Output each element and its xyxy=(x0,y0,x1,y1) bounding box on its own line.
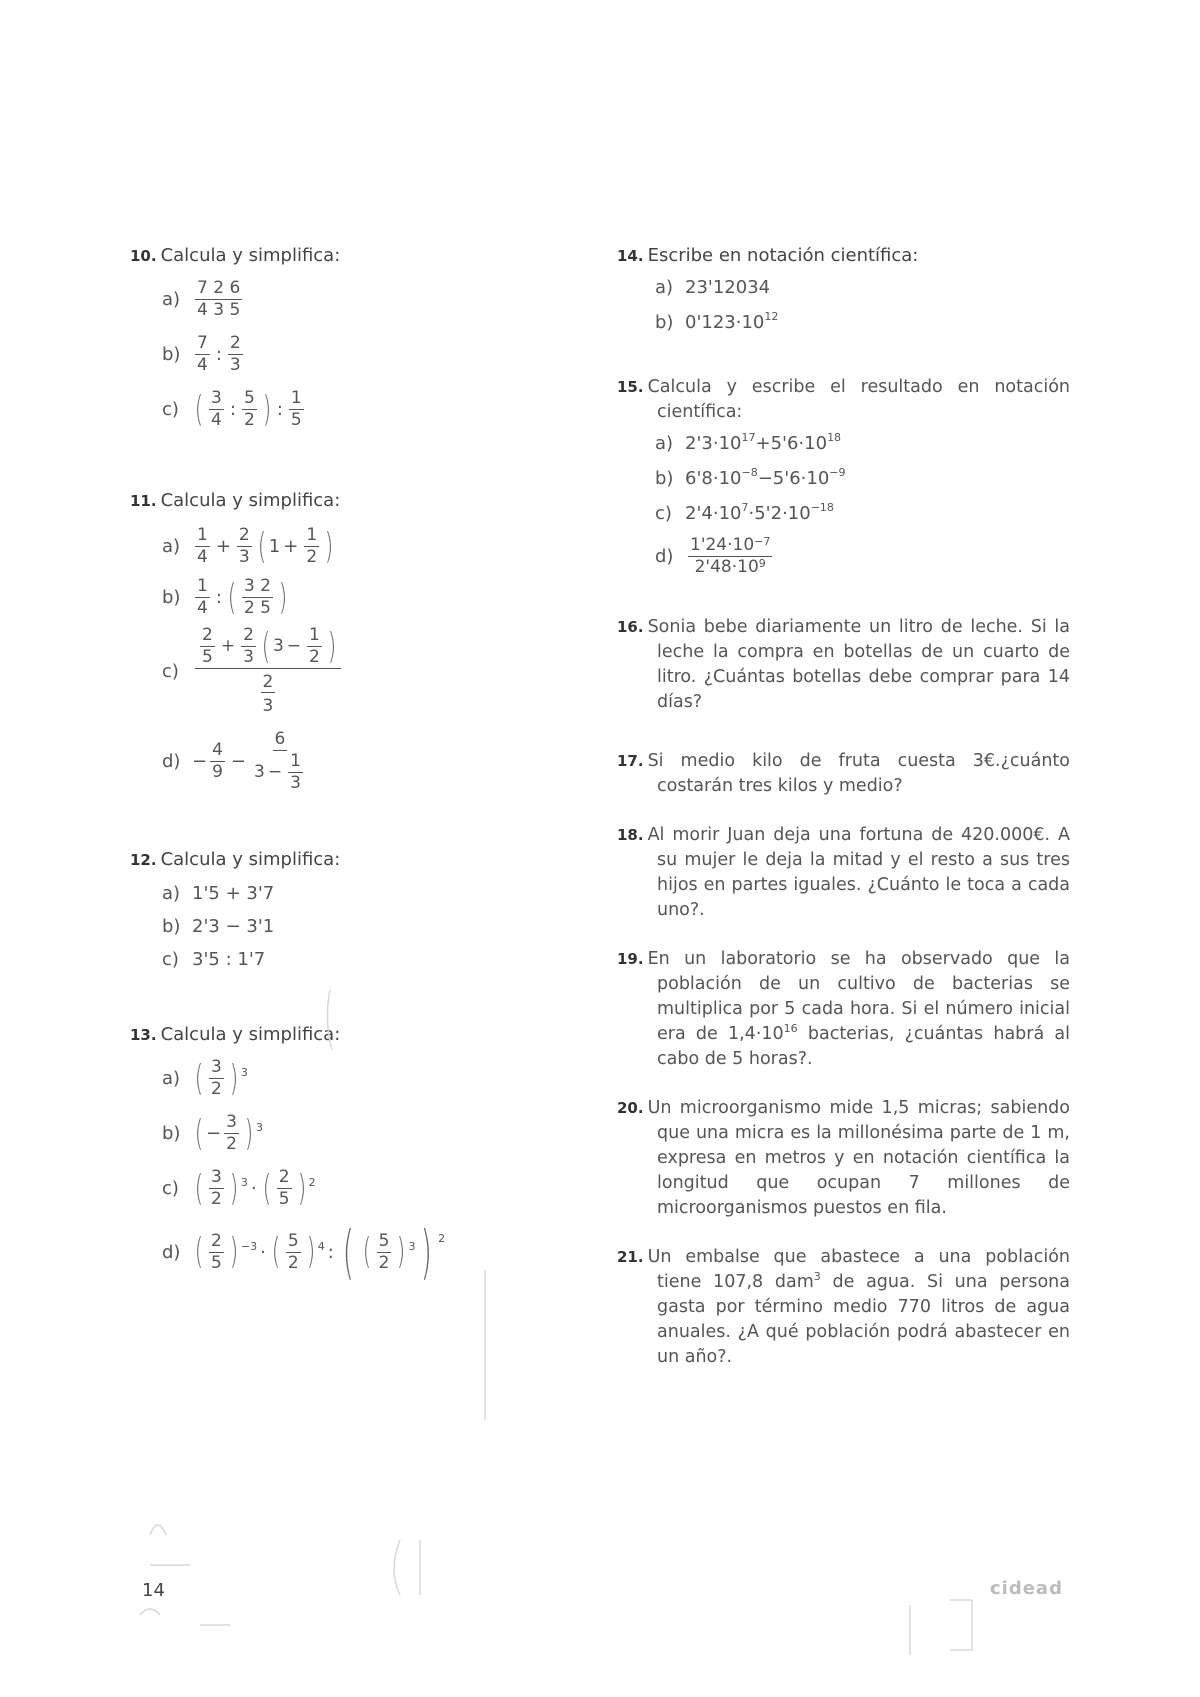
operator: − xyxy=(286,636,302,656)
denominator: 4 xyxy=(197,598,208,618)
right-paren: ) xyxy=(262,388,272,430)
left-paren: ( xyxy=(194,1167,204,1209)
exercise-statement: Un microorganismo mide 1,5 micras; sabiendo que una micra es la millonésima parte de 1 m, expresa en metros y en notación científica la longitud que ocupan 7 millones de microorganismos puestos en fila. xyxy=(647,1098,1070,1218)
item-label: a) xyxy=(655,277,674,298)
expression: 23'12034 xyxy=(685,277,771,298)
exercise-number: 19. xyxy=(617,950,644,968)
exponent: 3 xyxy=(408,1239,416,1253)
exercise-statement: de agua. Si una persona gasta por término medio 770 litros de agua anuales. ¿A qué población podrá abastecer en un año?. xyxy=(657,1272,1070,1367)
denominator: 2 xyxy=(211,1079,222,1099)
denominator: 3 xyxy=(290,773,301,793)
right-paren: ) xyxy=(229,1231,239,1272)
left-paren: ( xyxy=(194,388,204,430)
scribble xyxy=(327,990,332,1050)
page-number: 14 xyxy=(142,1580,165,1601)
operator: + xyxy=(755,433,771,454)
denominator: 5 xyxy=(278,1189,290,1209)
numerator: 5 xyxy=(287,1230,299,1251)
left-paren: ( xyxy=(362,1231,371,1272)
item-label: c) xyxy=(162,949,179,970)
exponent: −8 xyxy=(741,466,758,479)
exponent: 4 xyxy=(317,1239,325,1253)
item-label: c) xyxy=(162,399,179,420)
term: 6'8·10 xyxy=(685,468,742,489)
left-big-paren: ( xyxy=(342,1218,354,1286)
left-paren: ( xyxy=(261,625,271,667)
denominator: 5 xyxy=(211,1252,222,1273)
right-paren: ) xyxy=(327,625,337,667)
expression: 2'3 − 3'1 xyxy=(192,916,275,937)
numerator: 3 xyxy=(211,1167,222,1187)
exercise-statement: En un laboratorio se ha observado que la población de un cultivo de bacterias se multiplica por 5 cada hora. Si el número inicial era de 1,4·10 xyxy=(647,949,1070,1044)
exponent: 3 xyxy=(240,1176,248,1189)
exercise-number: 18. xyxy=(617,826,644,844)
exercise-number: 21. xyxy=(617,1248,644,1266)
scribble xyxy=(150,1525,190,1565)
exercise-number: 15. xyxy=(617,378,644,396)
denominator: 3 xyxy=(238,547,250,567)
left-paren: ( xyxy=(227,576,237,618)
right-paren: ) xyxy=(229,1167,239,1209)
exercise-statement: Si medio kilo de fruta cuesta 3€.¿cuánto costarán tres kilos y medio? xyxy=(647,751,1070,796)
exponent: 2 xyxy=(308,1176,316,1189)
left-paren: ( xyxy=(271,1231,281,1272)
scribble xyxy=(140,1609,230,1625)
numerator: 1 xyxy=(290,388,302,408)
brand-logo: cidead xyxy=(990,1578,1063,1599)
denominator: 2 xyxy=(309,647,320,667)
right-paren: ) xyxy=(306,1231,315,1272)
right-big-paren: ) xyxy=(421,1218,433,1286)
exercise-number: 20. xyxy=(617,1099,644,1117)
exercise-number: 13. xyxy=(130,1026,157,1044)
denominator: 5 xyxy=(202,647,213,667)
exercise-title: Calcula y simplifica: xyxy=(160,245,341,266)
operator: : xyxy=(215,587,222,608)
item-label: a) xyxy=(655,433,674,454)
item-label: b) xyxy=(162,587,181,608)
exercise-statement: Al morir Juan deja una fortuna de 420.000€. A su mujer le deja la mitad y el resto a sus tres hijos en partes iguales. ¿Cuánto le toca a cada uno?. xyxy=(647,825,1070,920)
exercise-title: Calcula y simplifica: xyxy=(160,1024,341,1045)
operator: · xyxy=(748,503,755,524)
exercise-number: 10. xyxy=(130,247,157,265)
numerator: 2 xyxy=(238,525,250,545)
denominator: 4 3 5 xyxy=(197,300,241,320)
item-label: d) xyxy=(162,1241,181,1263)
exponent: −9 xyxy=(829,466,846,479)
denominator: 9 xyxy=(212,762,223,782)
numerator: 2 xyxy=(202,625,213,645)
item-label: a) xyxy=(162,536,181,557)
item-label: d) xyxy=(162,751,181,772)
item-label: c) xyxy=(655,503,672,524)
numerator: 5 xyxy=(243,388,255,408)
left-paren: ( xyxy=(194,1231,204,1272)
exercise-title: Calcula y escribe el resultado en notación científica: xyxy=(647,377,1070,422)
numerator: 7 2 6 xyxy=(197,278,241,298)
exponent: 3 xyxy=(813,1270,821,1283)
denominator: 4 xyxy=(197,355,208,375)
item-label: c) xyxy=(162,1178,179,1199)
left-paren: ( xyxy=(262,1167,271,1209)
exponent: −7 xyxy=(754,535,771,548)
exponent: 17 xyxy=(741,431,756,444)
term: 3 xyxy=(254,762,265,782)
numerator: 2 xyxy=(229,333,241,353)
exercise-number: 11. xyxy=(130,492,157,510)
item-label: c) xyxy=(162,660,179,682)
numerator: 5 xyxy=(378,1230,390,1251)
operator: : xyxy=(276,399,283,420)
operator: : xyxy=(327,1241,334,1263)
right-paren: ) xyxy=(397,1231,406,1272)
exercise-number: 12. xyxy=(130,851,157,869)
item-label: b) xyxy=(655,468,674,489)
item-label: b) xyxy=(162,916,181,937)
exponent: −3 xyxy=(240,1239,258,1253)
right-paren: ) xyxy=(297,1167,306,1209)
numerator: 2 xyxy=(278,1167,290,1187)
expression: 1'5 + 3'7 xyxy=(192,883,275,904)
term: 5'6·10 xyxy=(772,468,830,489)
exponent: 3 xyxy=(240,1066,248,1079)
item-label: b) xyxy=(655,312,674,333)
numerator: 1 xyxy=(290,751,301,771)
numerator: 1 xyxy=(309,625,320,645)
term: 1 xyxy=(268,536,281,557)
exponent: 3 xyxy=(256,1121,264,1134)
numerator: 1 xyxy=(197,525,208,545)
right-paren: ) xyxy=(278,576,288,618)
denominator: 2 xyxy=(378,1252,390,1273)
term: 5'2·10 xyxy=(754,503,811,524)
expression: 3'5 : 1'7 xyxy=(192,949,266,970)
numerator: 3 xyxy=(211,1057,222,1077)
term: 5'6·10 xyxy=(770,433,828,454)
denominator-part: 2 xyxy=(262,672,274,692)
exponent: 7 xyxy=(741,501,749,514)
exponent: 18 xyxy=(827,431,842,444)
item-label: d) xyxy=(655,546,674,567)
term: 1'24·10 xyxy=(690,535,755,555)
exercise-title: Calcula y simplifica: xyxy=(160,490,341,511)
exponent: 2 xyxy=(438,1231,446,1245)
exercise-statement: Un embalse que abastece a una población tiene 107,8 dam xyxy=(647,1247,1070,1292)
numerator: 1 xyxy=(306,525,318,545)
denominator: 3 xyxy=(243,647,254,667)
denominator: 4 xyxy=(197,547,208,567)
denominator-part: 3 xyxy=(262,696,274,716)
denominator: 4 xyxy=(211,410,222,430)
operator: : xyxy=(215,344,222,365)
denominator: 2 xyxy=(306,547,318,567)
item-label: a) xyxy=(162,1068,181,1089)
right-paren: ) xyxy=(244,1112,254,1154)
term: 2'4·10 xyxy=(685,503,742,524)
exercise-statement: Sonia bebe diariamente un litro de leche. Si la leche la compra en botellas de un cuarto de litro. ¿Cuántas botellas debe comprar para 14 días? xyxy=(647,617,1070,712)
item-label: a) xyxy=(162,883,181,904)
operator: + xyxy=(283,536,299,557)
pencil-scribbles xyxy=(140,990,972,1655)
numerator: 6 xyxy=(274,729,286,749)
right-paren: ) xyxy=(229,1057,239,1099)
operator: + xyxy=(215,536,231,557)
denominator: 2 xyxy=(211,1189,222,1209)
denominator: 2 5 xyxy=(243,598,271,618)
operator: − xyxy=(206,1123,222,1144)
term: 2'48·10 xyxy=(694,557,759,577)
exercise-number: 16. xyxy=(617,618,644,636)
numerator: 4 xyxy=(212,740,223,760)
numerator: 3 xyxy=(211,388,222,408)
exponent: 9 xyxy=(758,557,766,570)
denominator: 2 xyxy=(226,1134,237,1154)
item-label: b) xyxy=(162,344,181,365)
operator: · xyxy=(250,1178,257,1199)
term: 3 xyxy=(272,636,284,656)
operator: − xyxy=(192,751,208,772)
item-label: b) xyxy=(162,1123,181,1144)
numerator: 3 xyxy=(226,1112,237,1132)
exercise-title: Escribe en notación científica: xyxy=(647,245,919,266)
numerator: 3 2 xyxy=(243,576,271,596)
exercise-number: 17. xyxy=(617,752,644,770)
operator: − xyxy=(757,468,773,489)
denominator: 2 xyxy=(243,410,255,430)
operator: · xyxy=(260,1241,266,1263)
left-paren: ( xyxy=(194,1112,204,1154)
left-paren: ( xyxy=(194,1057,204,1099)
exponent: 12 xyxy=(764,310,779,323)
operator: : xyxy=(229,399,236,420)
denominator: 2 xyxy=(287,1252,299,1273)
term: 2'3·10 xyxy=(685,433,742,454)
left-paren: ( xyxy=(257,525,266,567)
exponent: −18 xyxy=(810,501,834,514)
exercise-title: Calcula y simplifica: xyxy=(160,849,341,870)
numerator: 7 xyxy=(197,333,208,353)
operator: − xyxy=(230,751,247,772)
exercise-statement: bacterias, ¿cuántas habrá al cabo de 5 horas?. xyxy=(657,1024,1070,1069)
numerator: 2 xyxy=(211,1230,222,1251)
exercise-number: 14. xyxy=(617,247,644,265)
numerator: 1 xyxy=(197,576,208,596)
operator: − xyxy=(267,762,283,782)
scribble xyxy=(910,1600,972,1655)
denominator: 3 xyxy=(229,355,241,375)
denominator: 5 xyxy=(290,410,302,430)
scribble xyxy=(394,1540,420,1595)
expression: 0'123·10 xyxy=(685,312,765,333)
item-label: a) xyxy=(162,289,181,310)
numerator: 2 xyxy=(243,625,254,645)
exponent: 16 xyxy=(783,1022,798,1035)
operator: + xyxy=(220,636,236,656)
right-paren: ) xyxy=(324,525,334,567)
